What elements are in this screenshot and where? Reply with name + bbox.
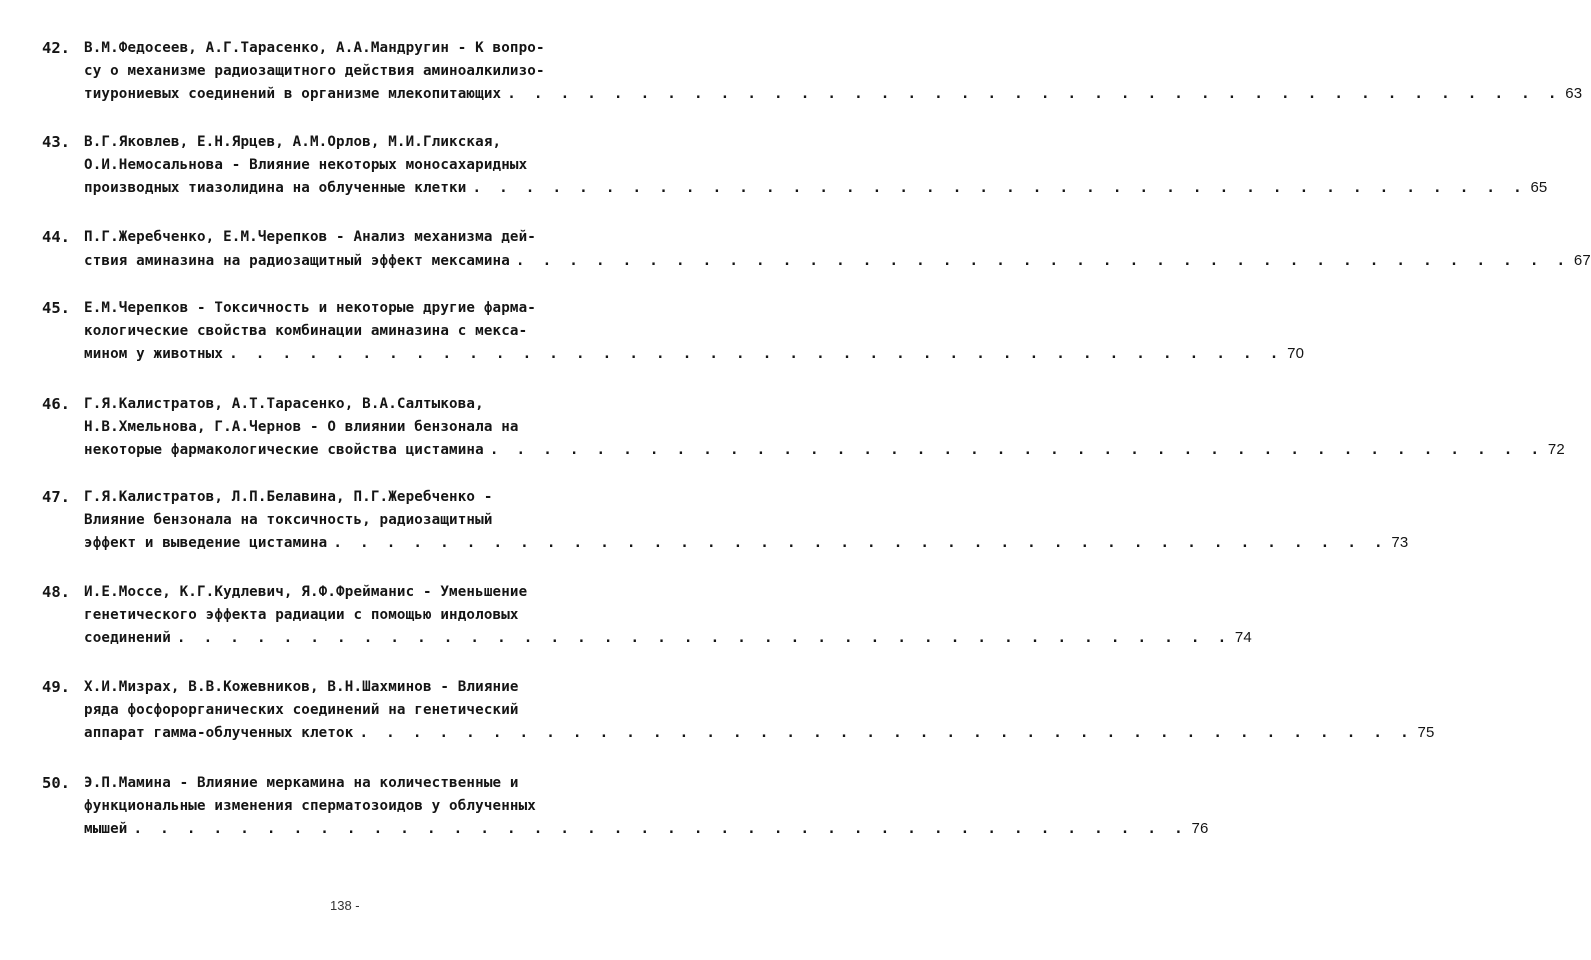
entry-line: В.М.Федосеев, А.Г.Тарасенко, А.А.Мандругин - К вопро-	[84, 40, 545, 56]
entry-page-number: 75	[1417, 724, 1435, 741]
entry-last-line	[84, 627, 1252, 649]
entry-number: 49.	[42, 678, 70, 696]
leader-dots: . . . . . . . . . . . . . . . . . . . . . . . . . . . . . . . . . . . . . . . .	[229, 346, 1284, 362]
entry-line: Х.И.Мизрах, В.В.Кожевников, В.Н.Шахминов - Влияние	[84, 679, 519, 695]
entry-page-number: 67	[1573, 252, 1591, 269]
entry-line: Г.Я.Калистратов, Л.П.Белавина, П.Г.Жеребченко -	[84, 489, 493, 505]
entry-line: эффект и выведение цистамина	[84, 535, 328, 551]
entry-last-line	[84, 83, 1583, 105]
leader-dots: . . . . . . . . . . . . . . . . . . . . . . . . . . . . . . . . . . . . . . . .	[133, 821, 1188, 837]
entry-page-number: 65	[1530, 179, 1548, 196]
entry-line: ряда фосфорорганических соединений на генетический	[84, 702, 519, 718]
entry-line: Г.Я.Калистратов, А.Т.Тарасенко, В.А.Салтыкова,	[84, 396, 484, 412]
leader-dots: . . . . . . . . . . . . . . . . . . . . . . . . . . . . . . . . . . . . . . . .	[515, 253, 1570, 269]
entry-last-line	[84, 818, 1209, 840]
entry-last-line	[84, 532, 1409, 554]
entry-line: мышей	[84, 821, 128, 837]
entry-last-line	[84, 250, 1591, 272]
entry-last-line	[84, 439, 1565, 461]
leader-dots: . . . . . . . . . . . . . . . . . . . . . . . . . . . . . . . . . . . . . . . .	[359, 725, 1414, 741]
entry-last-line	[84, 177, 1548, 199]
entry-page-number: 73	[1391, 534, 1409, 551]
entry-number: 42.	[42, 39, 70, 57]
entry-line: производных тиазолидина на облученные клетки	[84, 180, 467, 196]
entry-line: мином у животных	[84, 346, 224, 362]
leader-dots: . . . . . . . . . . . . . . . . . . . . . . . . . . . . . . . . . . . . . . . .	[507, 86, 1562, 102]
entry-line: соединений	[84, 630, 171, 646]
entry-number: 48.	[42, 583, 70, 601]
entry-last-line	[84, 722, 1435, 744]
entry-page-number: 70	[1287, 345, 1305, 362]
entry-line: ствия аминазина на радиозащитный эффект мексамина	[84, 253, 510, 269]
entry-line: функциональные изменения сперматозоидов у облученных	[84, 798, 536, 814]
entry-number: 50.	[42, 774, 70, 792]
entry-page-number: 72	[1547, 441, 1565, 458]
entry-last-line	[84, 343, 1305, 365]
entry-line: И.Е.Моссе, К.Г.Кудлевич, Я.Ф.Фрейманис - Уменьшение	[84, 584, 528, 600]
entry-line: Е.М.Черепков - Токсичность и некоторые другие фарма-	[84, 300, 536, 316]
entry-number: 47.	[42, 488, 70, 506]
entry-line: В.Г.Яковлев, Е.Н.Ярцев, А.М.Орлов, М.И.Гликская,	[84, 134, 502, 150]
leader-dots: . . . . . . . . . . . . . . . . . . . . . . . . . . . . . . . . . . . . . . . .	[489, 442, 1544, 458]
entry-line: П.Г.Жеребченко, Е.М.Черепков - Анализ механизма дей-	[84, 229, 536, 245]
entry-line: Влияние бензонала на токсичность, радиозащитный	[84, 512, 493, 528]
leader-dots: . . . . . . . . . . . . . . . . . . . . . . . . . . . . . . . . . . . . . . . .	[333, 535, 1388, 551]
entry-number: 46.	[42, 395, 70, 413]
page-number-footer: 138 -	[330, 898, 360, 913]
leader-dots: . . . . . . . . . . . . . . . . . . . . . . . . . . . . . . . . . . . . . . . .	[472, 180, 1527, 196]
entry-number: 44.	[42, 228, 70, 246]
entry-number: 43.	[42, 133, 70, 151]
entry-page-number: 63	[1565, 85, 1583, 102]
entry-line: аппарат гамма-облученных клеток	[84, 725, 354, 741]
entry-line: некоторые фармакологические свойства цистамина	[84, 442, 484, 458]
leader-dots: . . . . . . . . . . . . . . . . . . . . . . . . . . . . . . . . . . . . . . . .	[176, 630, 1231, 646]
entry-page-number: 76	[1191, 820, 1209, 837]
entry-line: Э.П.Мамина - Влияние меркамина на количественные и	[84, 775, 519, 791]
entry-line: тиурониевых соединений в организме млекопитающих	[84, 86, 502, 102]
entry-page-number: 74	[1234, 629, 1252, 646]
entry-line: су о механизме радиозащитного действия аминоалкилизо-	[84, 63, 545, 79]
entry-number: 45.	[42, 299, 70, 317]
entry-line: Н.В.Хмельнова, Г.А.Чернов - О влиянии бензонала на	[84, 419, 519, 435]
entry-line: О.И.Немосальнова - Влияние некоторых моносахаридных	[84, 157, 528, 173]
entry-line: генетического эффекта радиации с помощью индоловых	[84, 607, 519, 623]
entry-line: кологические свойства комбинации аминазина с мекса-	[84, 323, 528, 339]
